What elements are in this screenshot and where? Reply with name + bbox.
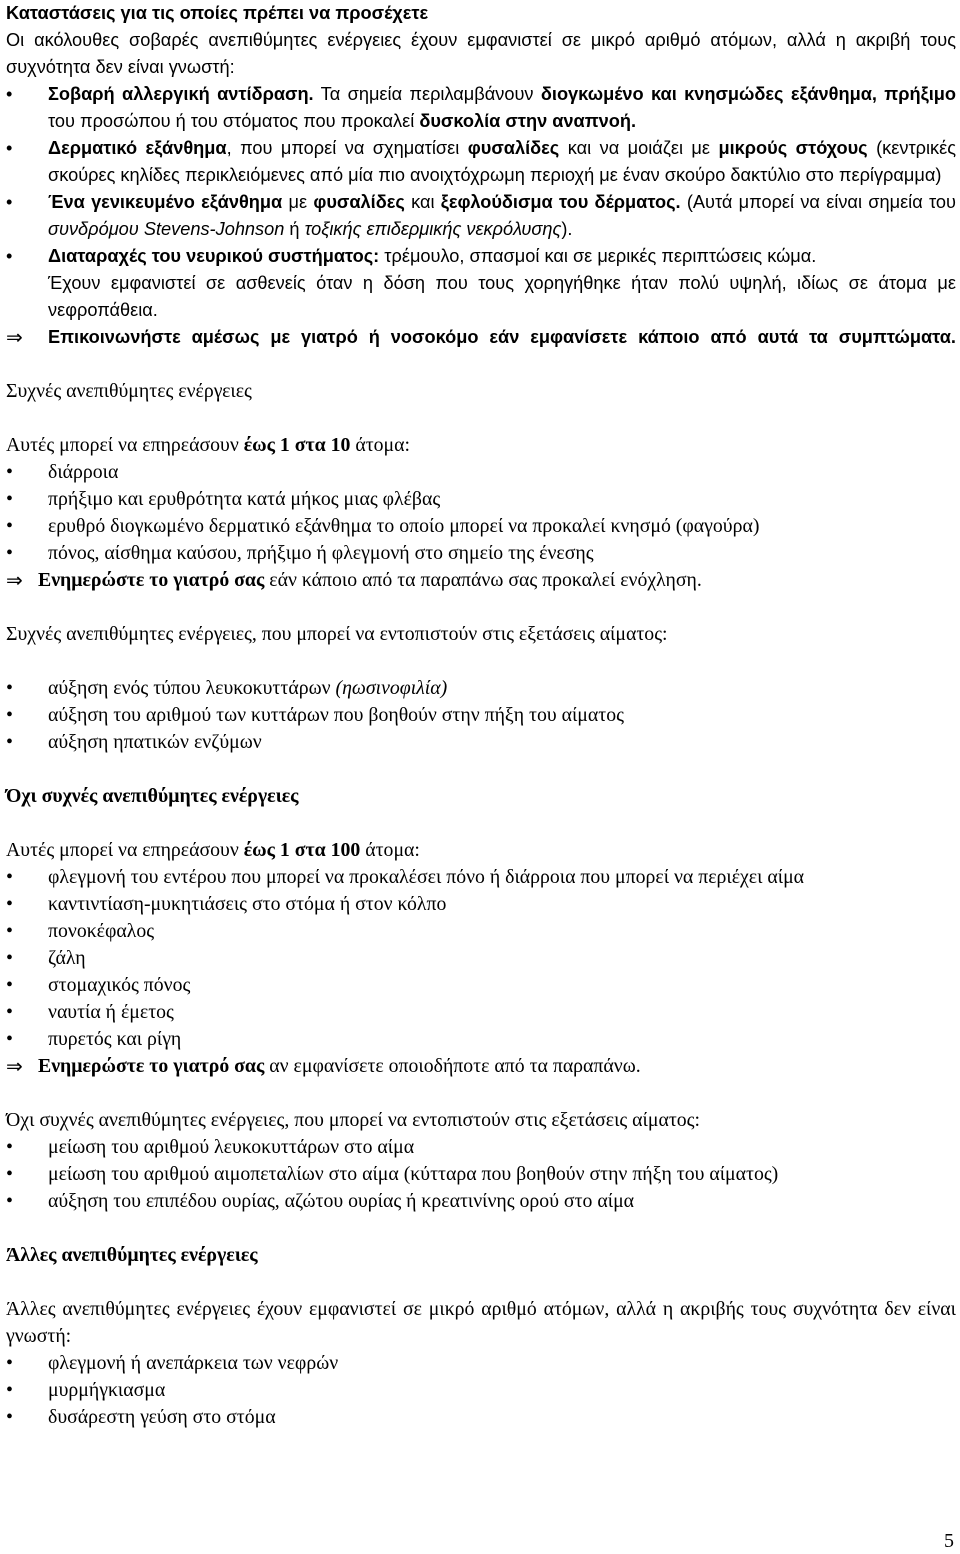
list-item: • μείωση του αριθμού λευκοκυττάρων στο αίμα <box>6 1134 956 1161</box>
list-item: • αύξηση του επιπέδου ουρίας, αζώτου ουρίας ή κρεατινίνης ορού στο αίμα <box>6 1188 956 1215</box>
bullet-icon: • <box>6 1406 13 1428</box>
uncommon-blood-intro: Όχι συχνές ανεπιθύμητες ενέργειες, που μπορεί να εντοπιστούν στις εξετάσεις αίματος: <box>6 1109 701 1131</box>
list-item: • πυρετός και ρίγη <box>6 1026 956 1053</box>
arrow-icon: ⇒ <box>6 568 23 592</box>
bullet-icon: • <box>6 1001 13 1023</box>
list-item: • Σοβαρή αλλεργική αντίδραση. Τα σημεία περιλαμβάνουν διογκωμένο και κνησμώδες εξάνθημα, πρήξιμο του προσώπου ή του στόματος που προκαλεί δυσκολία στην αναπνοή. <box>6 81 956 135</box>
list-item: • αύξηση ενός τύπου λευκοκυττάρων (ηωσινοφιλία) <box>6 675 956 702</box>
bullet-icon: • <box>6 246 13 266</box>
common-blood-list <box>6 675 956 756</box>
bullet-icon: • <box>6 704 13 726</box>
common-action: ⇒ Ενημερώστε το γιατρό σας εάν κάποιο από τα παραπάνω σας προκαλεί ενόχληση. <box>6 568 702 592</box>
list-item: • καντιντίαση-μυκητιάσεις στο στόμα ή στον κόλπο <box>6 891 956 918</box>
list-item: • μυρμήγκιασμα <box>6 1377 956 1404</box>
other-title: Άλλες ανεπιθύμητες ενέργειες <box>6 1244 258 1266</box>
list-item: • πόνος, αίσθημα καύσου, πρήξιμο ή φλεγμονή στο σημείο της ένεσης <box>6 540 956 567</box>
uncommon-title: Όχι συχνές ανεπιθύμητες ενέργειες <box>6 785 299 807</box>
bullet-icon: • <box>6 1190 13 1212</box>
list-item: • φλεγμονή ή ανεπάρκεια των νεφρών <box>6 1350 956 1377</box>
warnings-list <box>6 81 956 324</box>
warnings-title: Καταστάσεις για τις οποίες πρέπει να προσέχετε <box>6 3 429 23</box>
bullet-icon: • <box>6 461 13 483</box>
list-item: • δυσάρεστη γεύση στο στόμα <box>6 1404 956 1431</box>
list-item: • στομαχικός πόνος <box>6 972 956 999</box>
common-title: Συχνές ανεπιθύμητες ενέργειες <box>6 380 252 402</box>
warnings-note: Έχουν εμφανιστεί σε ασθενείς όταν η δόση που τους χορηγήθηκε ήταν πολύ υψηλή, ιδίως σε άτομα με νεφροπάθεια. <box>48 273 956 320</box>
page-number: 5 <box>944 1530 954 1552</box>
list-item: • πρήξιμο και ερυθρότητα κατά μήκος μιας φλέβας <box>6 486 956 513</box>
bullet-icon: • <box>6 1379 13 1401</box>
uncommon-blood-list <box>6 1134 956 1215</box>
list-item: • ερυθρό διογκωμένο δερματικό εξάνθημα το οποίο μπορεί να προκαλεί κνησμό (φαγούρα) <box>6 513 956 540</box>
arrow-icon: ⇒ <box>6 1054 23 1078</box>
bullet-icon: • <box>6 866 13 888</box>
document-page <box>6 0 956 1431</box>
bullet-icon: • <box>6 1352 13 1374</box>
list-item: • μείωση του αριθμού αιμοπεταλίων στο αίμα (κύτταρα που βοηθούν στην πήξη του αίματος) <box>6 1161 956 1188</box>
uncommon-affects: Αυτές μπορεί να επηρεάσουν έως 1 στα 100 άτομα: <box>6 839 420 861</box>
list-item: • πονοκέφαλος <box>6 918 956 945</box>
bullet-icon: • <box>6 1028 13 1050</box>
bullet-icon: • <box>6 731 13 753</box>
list-item: • ναυτία ή έμετος <box>6 999 956 1026</box>
arrow-icon: ⇒ <box>6 325 23 349</box>
bullet-icon: • <box>6 84 13 104</box>
bullet-icon: • <box>6 138 13 158</box>
list-item: • Δερματικό εξάνθημα, που μπορεί να σχηματίσει φυσαλίδες και να μοιάζει με μικρούς στόχους (κεντρικές σκούρες κηλίδες περικλειόμενες από μία πιο ανοιχτόχρωμη περιοχή με έναν σκούρο δακτύλιο στο περίγραμμα) <box>6 135 956 189</box>
list-item: • αύξηση του αριθμού των κυττάρων που βοηθούν στην πήξη του αίματος <box>6 702 956 729</box>
bullet-icon: • <box>6 1136 13 1158</box>
bullet-icon: • <box>6 893 13 915</box>
bullet-icon: • <box>6 542 13 564</box>
list-item: • διάρροια <box>6 459 956 486</box>
uncommon-list <box>6 864 956 1053</box>
bullet-icon: • <box>6 974 13 996</box>
list-item: • αύξηση ηπατικών ενζύμων <box>6 729 956 756</box>
other-intro: Άλλες ανεπιθύμητες ενέργειες έχουν εμφανιστεί σε μικρό αριθμό ατόμων, αλλά η ακριβής τους συχνότητα δεν είναι γνωστή: <box>6 1298 956 1347</box>
uncommon-action: ⇒ Ενημερώστε το γιατρό σας αν εμφανίσετε οποιοδήποτε από τα παραπάνω. <box>6 1054 641 1078</box>
bullet-icon: • <box>6 488 13 510</box>
bullet-icon: • <box>6 947 13 969</box>
common-blood-intro: Συχνές ανεπιθύμητες ενέργειες, που μπορεί να εντοπιστούν στις εξετάσεις αίματος: <box>6 623 668 645</box>
common-section <box>6 378 956 1431</box>
common-affects: Αυτές μπορεί να επηρεάσουν έως 1 στα 10 άτομα: <box>6 434 411 456</box>
list-item: • Διαταραχές του νευρικού συστήματος: τρέμουλο, σπασμοί και σε μερικές περιπτώσεις κώμα. Έχουν εμφανιστεί σε ασθενείς όταν η δόση που τους χορηγήθηκε ήταν πολύ υψηλή, ιδίως σε άτομα με νεφροπάθεια. <box>6 243 956 324</box>
bullet-icon: • <box>6 1163 13 1185</box>
list-item: • φλεγμονή του εντέρου που μπορεί να προκαλέσει πόνο ή διάρροια που μπορεί να περιέχει αίμα <box>6 864 956 891</box>
other-list <box>6 1350 956 1431</box>
bullet-icon: • <box>6 920 13 942</box>
bullet-icon: • <box>6 192 13 212</box>
list-item: • Ένα γενικευμένο εξάνθημα με φυσαλίδες και ξεφλούδισμα του δέρματος. (Αυτά μπορεί να είναι σημεία του συνδρόμου Stevens-Johnson ή τοξικής επιδερμικής νεκρόλυσης). <box>6 189 956 243</box>
warnings-intro: Οι ακόλουθες σοβαρές ανεπιθύμητες ενέργειες έχουν εμφανιστεί σε μικρό αριθμό ατόμων, αλλά η ακριβή τους συχνότητα δεν είναι γνωστή: <box>6 30 956 77</box>
bullet-icon: • <box>6 515 13 537</box>
common-list <box>6 459 956 567</box>
warnings-action: ⇒ Επικοινωνήστε αμέσως με γιατρό ή νοσοκόμο εάν εμφανίσετε κάποιο από αυτά τα συμπτώματα. <box>6 325 956 349</box>
bullet-icon: • <box>6 677 13 699</box>
warnings-section <box>6 0 956 351</box>
list-item: • ζάλη <box>6 945 956 972</box>
